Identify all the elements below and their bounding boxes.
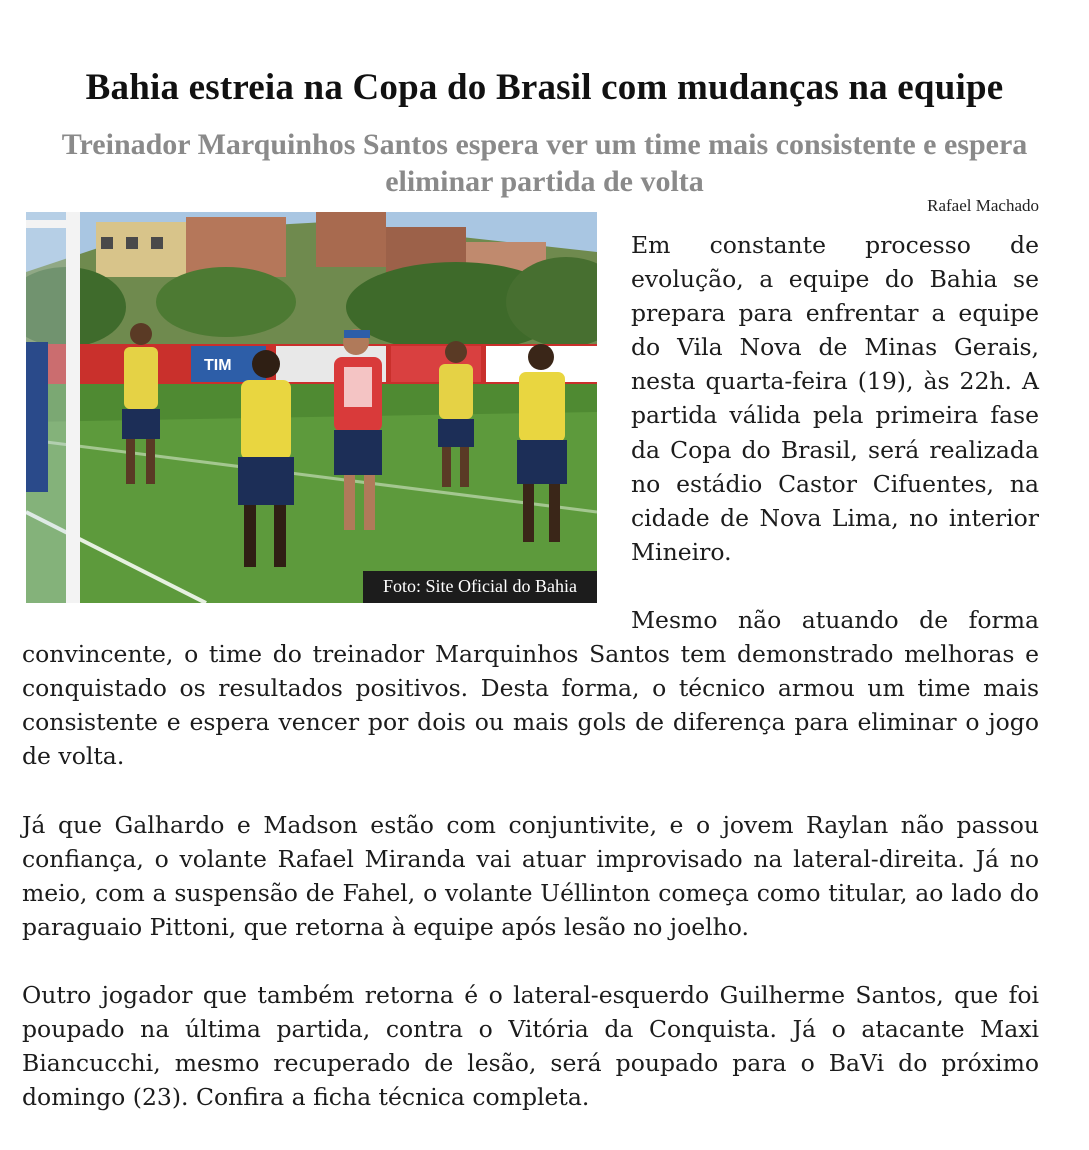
author-byline: Rafael Machado — [927, 196, 1039, 215]
subtitle: Treinador Marquinhos Santos espera ver um time mais consistente e espera eliminar partida de volta — [61, 128, 1028, 198]
headline: Bahia estreia na Copa do Brasil com mudanças na equipe — [85, 67, 1004, 108]
paragraph-4: Outro jogador que também retorna é o lateral-esquerdo Guilherme Santos, que foi poupado na última partida, contra o Vitória da Conquista. Já o atacante Maxi Biancucchi, mesmo recuperado de lesão, será poupado para o BaVi do próximo domingo (23). Confira a ficha técnica completa. — [22, 981, 1039, 1112]
training-scene-illustration — [26, 212, 597, 603]
banner-text: TIM — [204, 357, 232, 374]
article-photo — [26, 212, 597, 603]
photo-caption: Foto: Site Oficial do Bahia — [363, 571, 597, 603]
paragraph-2: Mesmo não atuando de forma convincente, o time do treinador Marquinhos Santos tem demonstrado melhoras e conquistado os resultados positivos. Desta forma, o técnico armou um time mais consistente e espera vencer por dois ou mais gols de diferença para eliminar o jogo de volta. — [22, 606, 1039, 771]
paragraph-1: Em constante processo de evolução, a equipe do Bahia se prepara para enfrentar a equipe do Vila Nova de Minas Gerais, nesta quarta-feira (19), às 22h. A partida válida pela primeira fase da Copa do Brasil, será realizada no estádio Castor Cifuentes, na cidade de Nova Lima, no interior Mineiro. — [631, 231, 1039, 566]
paragraph-3: Já que Galhardo e Madson estão com conjuntivite, e o jovem Raylan não passou confiança, o volante Rafael Miranda vai atuar improvisado na lateral-direita. Já no meio, com a suspensão de Fahel, o volante Uéllinton começa como titular, ao lado do paraguaio Pittoni, que retorna à equipe após lesão no joelho. — [22, 810, 1039, 941]
